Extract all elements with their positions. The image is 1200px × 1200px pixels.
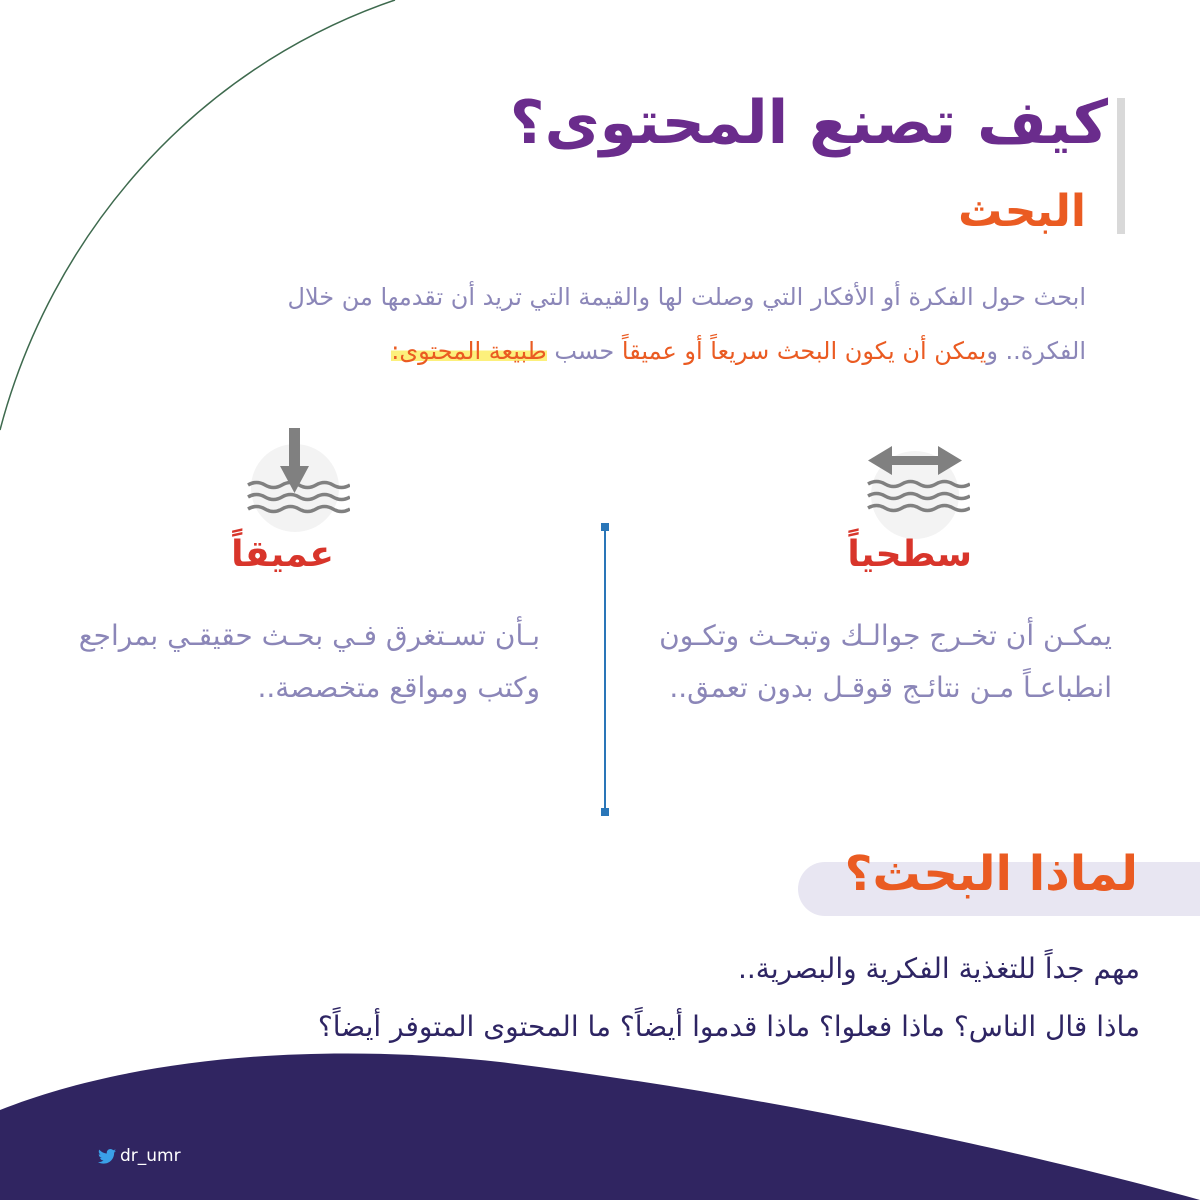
intro-paragraph	[106, 270, 1086, 378]
page-title: كيف تصنع المحتوى؟	[509, 88, 1108, 158]
intro-emphasis: يمكن أن يكون البحث سريعاً أو عميقاً	[621, 337, 987, 365]
deep-research-title: عميقاً	[231, 534, 334, 575]
surface-research-description: يمكـن أن تخـرج جوالـك وتبحـث وتكـون انطباعـاً مـن نتائـج قوقـل بدون تعمق..	[659, 619, 1112, 704]
twitter-handle[interactable]	[98, 1146, 181, 1166]
intro-line-1: ابحث حول الفكرة أو الأفكار التي وصلت لها والقيمة التي تريد أن تقدمها من خلال	[287, 283, 1086, 311]
why-research-title: لماذا البحث؟	[844, 846, 1138, 902]
twitter-bird-icon	[98, 1146, 120, 1166]
why-research-text	[40, 940, 1140, 1056]
arrow-down-into-waves-icon	[240, 425, 350, 535]
section-title: البحث	[958, 186, 1086, 237]
divider-cap-bottom	[601, 808, 609, 816]
column-divider	[604, 527, 606, 813]
why-line-2: ماذا قال الناس؟ ماذا فعلوا؟ ماذا قدموا أيضاً؟ ما المحتوى المتوفر أيضاً؟	[317, 1010, 1140, 1043]
twitter-handle-text: dr_umr	[120, 1146, 181, 1166]
why-line-1: مهم جداً للتغذية الفكرية والبصرية..	[738, 952, 1140, 985]
deep-research-description: بـأن تسـتغرق فـي بحـث حقيقـي بمراجع وكتب ومواقع متخصصة..	[78, 619, 540, 704]
intro-highlight: طبيعة المحتوى:	[391, 337, 547, 365]
bottom-wave	[0, 1053, 1200, 1200]
intro-connector: حسب	[546, 337, 622, 365]
surface-research-title: سطحياً	[847, 534, 972, 575]
intro-line-2	[106, 324, 1086, 378]
intro-line-2-start: الفكرة.. و	[986, 337, 1086, 365]
title-accent-bar	[1117, 98, 1125, 234]
divider-cap-top	[601, 523, 609, 531]
